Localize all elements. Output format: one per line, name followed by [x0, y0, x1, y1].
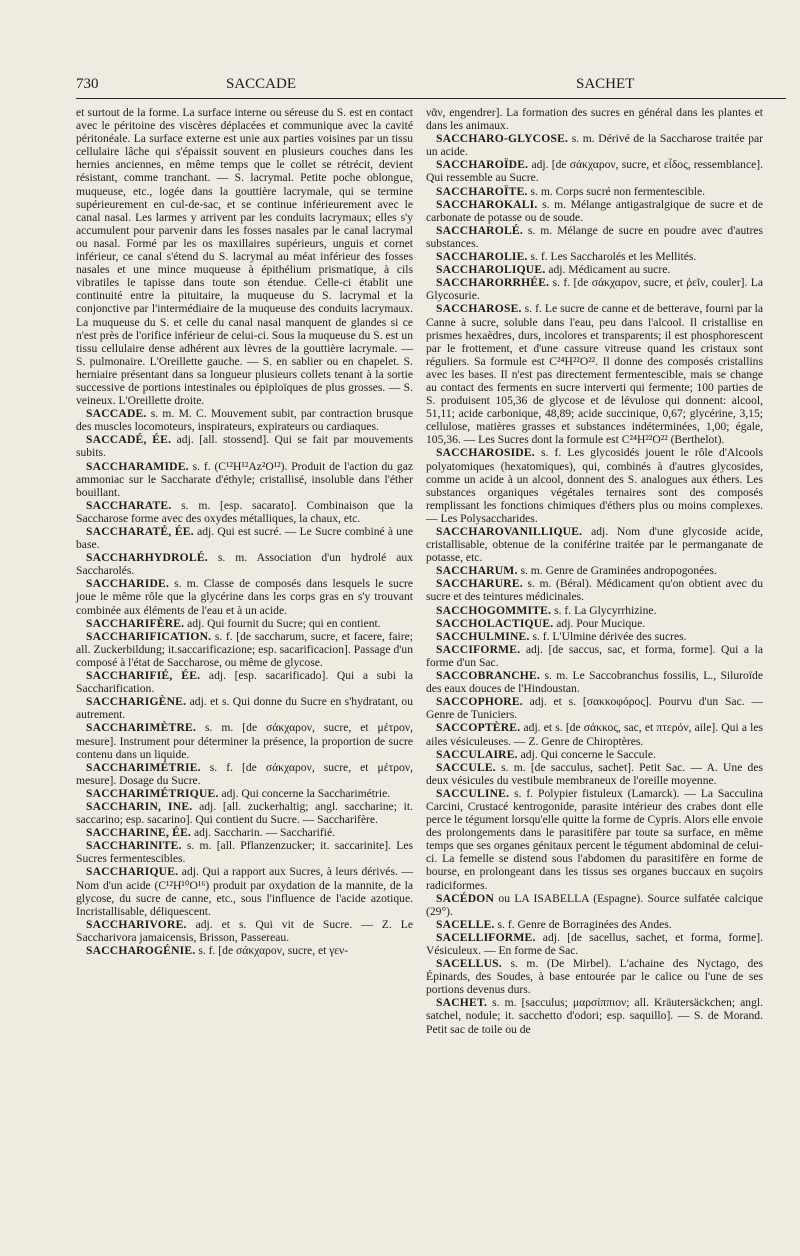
entry-headword: SACCADÉ, ÉE. [86, 433, 172, 447]
dictionary-entry [76, 865, 413, 917]
entry-headword: SACCHAROSIDE. [436, 446, 535, 460]
entry-headword: SACCHAROGÉNIE. [86, 944, 196, 957]
dictionary-entry [426, 931, 763, 957]
dictionary-entry [76, 460, 413, 499]
entry-text: s. f. Genre de Borraginées des Andes. [494, 917, 672, 931]
dictionary-entry [426, 617, 763, 630]
entry-text: s. f. [de σάκχαρον, sucre, et ῥεῖν, couler]. La Glycosurie. [426, 276, 763, 303]
dictionary-entry [426, 263, 763, 276]
dictionary-entry [426, 721, 763, 747]
entry-headword: SACCHOGOMMITE. [436, 603, 552, 617]
dictionary-entry [426, 787, 763, 892]
entry-text: adj. Qui concerne le Saccule. [517, 747, 656, 761]
running-header [76, 76, 786, 99]
dictionary-entry [76, 106, 413, 407]
entry-text: s. f. L'Ulmine dérivée des sucres. [529, 629, 687, 643]
entry-headword: SACCHARURE. [436, 577, 523, 591]
dictionary-entry [76, 525, 413, 551]
entry-text: adj. Pour Mucique. [553, 616, 646, 630]
dictionary-entry [76, 433, 413, 459]
dictionary-entry [426, 643, 763, 669]
dictionary-entry [76, 800, 413, 826]
entry-text: s. m. [sacculus; μαρσίππιον; all. Kräutersäckchen; angl. satchel, nodule; it. sacchetto d'odori; esp. saquillo]. — S. de Morand. Petit sac de toile ou de [426, 996, 763, 1036]
dictionary-entry [426, 577, 763, 603]
entry-text: s. f. [de saccharum, sucre, et facere, faire; all. Zuckerbildung; it.saccarificazione; esp. sacarificacion]. Passage d'un composé à l'état de Saccharose, ou même de glycose. [76, 629, 413, 669]
entry-headword: SACCHAROSE. [436, 302, 522, 316]
dictionary-entry [426, 185, 763, 198]
dictionary-entry [426, 918, 763, 931]
dictionary-entry [426, 761, 763, 787]
entry-headword: SACCHARINE, ÉE. [86, 826, 192, 840]
entry-text: s. m. (Béral). Médicament qu'on obtient avec du sucre et des teintures médicinales. [426, 577, 763, 604]
dictionary-entry [426, 224, 763, 250]
entry-text: s. m. Corps sucré non fermentescible. [527, 184, 706, 198]
left-column [76, 106, 413, 957]
dictionary-entry [426, 250, 763, 263]
entry-text: adj. et s. Qui donne du Sucre en s'hydratant, ou autrement. [76, 695, 413, 722]
entry-headword: SACCHAROLÉ. [436, 223, 523, 237]
entry-headword: SACCOPHORE. [436, 695, 523, 709]
entry-headword: SACCHAROLIE. [436, 250, 528, 264]
entry-headword: SACÉDON [436, 891, 495, 905]
entry-text: s. f. La Glycyrrhizine. [551, 603, 657, 617]
entry-text: νᾶν, engendrer]. La formation des sucres en général dans les plantes et dans les animaux. [426, 106, 763, 133]
entry-text: s. m. [esp. sacarato]. Combinaison que la Saccharose forme avec des oxydes métalliques, la chaux, etc. [76, 498, 413, 525]
dictionary-entry [76, 787, 413, 800]
dictionary-entry [426, 748, 763, 761]
entry-headword: SACCHARIMÉTRIE. [86, 760, 201, 774]
entry-text: s. m. Le Saccobranchus fossilis, L., Siluroïde des eaux douces de l'Hindoustan. [426, 669, 763, 696]
dictionary-entry [76, 695, 413, 721]
entry-text: s. m. Dérivé de la Saccharose traitée par un acide. [426, 132, 763, 159]
entry-text: s. m. [de sacculus, sachet]. Petit Sac. — A. Une des deux vésicules du vestibule membraneux de l'oreille moyenne. [426, 760, 763, 787]
entry-text: s. f. [de σάκχαρον, sucre, et γεν- [195, 944, 349, 957]
dictionary-entry [426, 996, 763, 1035]
entry-text: ou LA ISABELLA (Espagne). Source sulfatée calcique (29°). [426, 891, 763, 918]
entry-text: s. m. Mélange de sucre en poudre avec d'autres substances. [426, 223, 763, 250]
entry-headword: SACCHARHYDROLÉ. [86, 551, 208, 565]
entry-text: adj. [de sacellus, sachet, et forma, forme]. Vésiculeux. — En forme de Sac. [426, 930, 763, 957]
entry-headword: SACCHARIQUE. [86, 865, 179, 879]
entry-text: adj. [all. zuckerhaltig; angl. saccharine; it. saccarino; esp. sacarino]. Qui contient du Sucre. — Saccharifère. [76, 799, 413, 827]
entry-headword: SACCHAROÏTE. [436, 184, 528, 198]
entry-headword: SACCHARIN, INE. [86, 799, 193, 813]
page-number: 730 [76, 76, 99, 92]
entry-text: adj. Qui fournit du Sucre; qui en contient. [184, 616, 381, 630]
dictionary-entry [426, 525, 763, 564]
dictionary-entry [426, 669, 763, 695]
entry-text: adj. Médicament au sucre. [545, 263, 671, 277]
dictionary-entry [76, 761, 413, 787]
entry-headword: SACCHARAMIDE. [86, 459, 189, 473]
entry-headword: SACCHAROLIQUE. [436, 263, 546, 277]
dictionary-entry [426, 630, 763, 643]
dictionary-entry [76, 499, 413, 525]
header-left-word: SACCADE [226, 76, 297, 92]
entry-headword: SACCULAIRE. [436, 747, 518, 761]
entry-text: s. f. [de σάκχαρον, sucre, et μέτρον, mesure]. Dosage du Sucre. [76, 760, 413, 787]
entry-text: adj. [esp. sacarificado]. Qui a subi la Saccharification. [76, 669, 414, 696]
entry-headword: SACCHARIGÈNE. [86, 695, 187, 709]
entry-text: adj. Qui a rapport aux Sucres, à leurs dérivés. — Nom d'un acide (C¹²H¹⁰O¹⁶) produit par oxydation de la mannite, de la glycose, du sucre de canne, etc., sous l'influence de l'acide azotique. Incristallisable, déliquescent. [76, 865, 413, 918]
entry-text: s. m. Genre de Graminées andropogonées. [517, 564, 717, 578]
dictionary-entry [76, 407, 413, 433]
entry-text: s. m. Association d'un hydrolé aux Saccharolés. [76, 551, 413, 578]
dictionary-entry [76, 839, 413, 865]
entry-headword: SACCULE. [436, 760, 496, 774]
dictionary-entry [76, 721, 413, 760]
entry-headword: SACCHULMINE. [436, 629, 530, 643]
entry-headword: SACCHAROÏDE. [436, 158, 529, 172]
dictionary-entry [426, 132, 763, 158]
entry-headword: SACCHARIFIÉ, ÉE. [86, 669, 201, 683]
entry-text: adj. Saccharin. — Saccharifié. [191, 826, 336, 840]
dictionary-entry [426, 957, 763, 996]
entry-text: s. f. Polypier fistuleux (Lamarck). — La Sacculina Carcini, Crustacé kentrogonide, parasite intérieur des crabes dont elle perce le tégument lorsqu'elle quitte la forme de Cypris. Alors elle envoie des prolongements dans le parasitifère par toute sa surface, en même temps que ses organes génitaux percent le tégument abdominal de celui-ci. La femelle se distend sous l'abdomen du parasitifère en forme de bourse, en prolongeant dans les tissus ses organes buccaux en suçoirs radiciformes. [426, 786, 763, 892]
dictionary-entry [76, 918, 413, 944]
dictionary-entry [76, 944, 413, 957]
entry-text: adj. et s. Qui vit de Sucre. — Z. Le Saccharivora jamaicensis, Brisson, Passereau. [76, 917, 413, 944]
entry-headword: SACCHARIDE. [86, 577, 170, 591]
dictionary-entry [76, 577, 413, 616]
entry-text: s. m. [all. Pflanzenzucker; it. saccarinite]. Les Sucres fermentescibles. [76, 839, 413, 866]
entry-text: et surtout de la forme. La surface interne ou séreuse du S. est en contact avec le péritoine des viscères déplacées et communique avec la cavité péritonéale. La surface externe est unie aux parties voisines par un tissu cellulaire lâche qui s'épaissit souvent en plusieurs couches dans les hernies anciennes, en même temps que le collet se rétrécit, devient résistant, comme tranchant. — S. lacrymal. Petite poche oblongue, muqueuse, etc., logée dans la gouttière lacrymale, qui se termine supérieurement en cul-de-sac, et se continue inférieurement avec le canal nasal. Les larmes y arrivent par les conduits lacrymaux; elles s'y accumulent pour parvenir dans les fosses nasales par le canal lacrymal ou nasal. Formé par les os maxillaires supérieurs, unguis et cornet inférieur, ce canal s'étend du S. lacrymal au méat inférieur des fosses nasales et une mince muqueuse à épithélium prismatique, à cils vibratiles le tapisse dans toute son étendue. Celle-ci établit une continuité entre la pituitaire, la muqueuse du S. lacrymal et la conjonctive par l'intermédiaire de la muqueuse des conduits lacrymaux. La muqueuse du S. et celle du canal nasal manquent de glandes si ce n'est près de l'orifice inférieur de celui-ci. Sous la muqueuse du S. est un tissu cellulaire dense adhérent aux lèvres de la gouttière lacrymale. — S. pulmonaire. L'Oreillette gauche. — S. en sablier ou en chapelet. S. herniaire présentant dans sa longueur plusieurs collets tenant à la sortie successive de portions intestinales ou épiploïques de plus grosses. — S. veineux. L'Oreillette droite. [76, 106, 413, 408]
dictionary-entry [76, 826, 413, 839]
dictionary-entry [76, 669, 413, 695]
entry-headword: SACCHARUM. [436, 564, 518, 578]
entry-text: adj. [de saccus, sac, et forma, forme]. Qui a la forme d'un Sac. [426, 642, 763, 669]
entry-headword: SACCIFORME. [436, 642, 521, 656]
header-right-word: SACHET [576, 76, 635, 92]
entry-text: s. m. M. C. Mouvement subit, par contraction brusque des muscles locomoteurs, inspirateurs, expirateurs ou cardiaques. [76, 407, 413, 434]
entry-text: adj. [all. stossend]. Qui se fait par mouvements subits. [76, 433, 413, 460]
entry-headword: SACELLUS. [436, 957, 502, 971]
entry-headword: SACCHOLACTIQUE. [436, 616, 554, 630]
entry-text: adj. Nom d'une glycoside acide, cristallisable, obtenue de la coniférine traitée par le permanganate de potasse, etc. [426, 525, 763, 565]
entry-text: s. f. Les Saccharolés et les Mellités. [527, 250, 697, 264]
entry-headword: SACCHAROKALI. [436, 197, 538, 211]
entry-headword: SACCHARATÉ, ÉE. [86, 525, 194, 538]
entry-headword: SACCHARO-GLYCOSE. [436, 132, 569, 146]
entry-text: s. f. Le sucre de canne et de betterave, fourni par la Canne à sucre, soluble dans l'eau, peu dans l'alcool. Il cristallise en prismes hexaèdres, durs, incolores et transparents; il est phosphorescent par le frottement, et d'une cassure vitreuse quand les cristaux sont réguliers. Sa formule est C²⁴H²²O²². Il donne des composés cristallins avec les bases. Il n'est pas directement fermentescible, mais se change au contact des ferments en sucre interverti qui fermente; 100 parties de S. produisent 105,36 de glycose et de lévulose qui donnent: alcool, 51,11; acide carbonique, 48,89; acide succinique, 0,67; glycérine, 3,15; cellulose, matières grasses et substances indéterminées, 1,00; égale, 105,36. — Les Sucres dont la formule est C²⁴H²²O²² (Berthelot). [426, 302, 763, 447]
dictionary-entry [426, 158, 763, 184]
entry-text: s. m. (De Mirbel). L'achaine des Nyctago, des Épinards, des Soudes, à base entourée par le calice ou l'une de ses portions devenus durs. [426, 957, 763, 997]
entry-headword: SACCHARIFÈRE. [86, 616, 185, 630]
entry-text: adj. et s. [σακκοφόρος]. Pourvu d'un Sac. — Genre de Tuniciers. [426, 695, 763, 722]
dictionary-entry [76, 551, 413, 577]
entry-headword: SACELLE. [436, 917, 495, 931]
dictionary-entry [76, 617, 413, 630]
dictionary-entry [76, 630, 413, 669]
dictionary-entry [426, 695, 763, 721]
entry-text: adj. [de σάκχαρον, sucre, et εἶδος, ressemblance]. Qui ressemble au Sucre. [426, 158, 763, 185]
entry-text: s. m. Classe de composés dans lesquels le sucre joue le même rôle que la glycérine dans les corps gras en s'y trouvant combinée aux éléments de l'eau et à un acide. [76, 577, 413, 617]
entry-headword: SACCHARORRHÉE. [436, 276, 550, 290]
entry-headword: SACCHARIMÈTRE. [86, 721, 197, 735]
entry-headword: SACCHAROVANILLIQUE. [436, 525, 583, 538]
dictionary-entry [426, 564, 763, 577]
entry-text: s. f. Les glycosidés jouent le rôle d'Alcools polyatomiques (hexatomiques), qui, combinés à d'autres glycosides, comme un acide à un alcool, donnent des S. analogues aux éthers. Les substances organiques végétales ternaires sont des composés remplissant les fonctions chimiques d'éthers plus ou moins complexes. — Les Polysaccharides. [426, 446, 763, 525]
entry-headword: SACCOPTÈRE. [436, 721, 521, 735]
dictionary-entry [426, 276, 763, 302]
dictionary-entry [426, 106, 763, 132]
entry-text: adj. Qui concerne la Saccharimétrie. [218, 786, 391, 800]
entry-headword: SACELLIFORME. [436, 930, 536, 944]
dictionary-entry [426, 446, 763, 525]
entry-text: adj. Qui est sucré. — Le Sucre combiné à une base. [76, 525, 414, 552]
entry-headword: SACCHARIVORE. [86, 917, 187, 931]
entry-text: s. m. Mélange antigastralgique de sucre et de carbonate de potasse ou de soude. [426, 197, 763, 224]
dictionary-entry [426, 892, 763, 918]
entry-text: s. m. [de σάκχαρον, sucre, et μέτρον, mesure]. Instrument pour déterminer la présence, la proportion de sucre contenu dans un liquide. [76, 721, 413, 761]
entry-headword: SACHET. [436, 996, 488, 1010]
entry-headword: SACCHARIMÉTRIQUE. [86, 786, 219, 800]
entry-headword: SACCULINE. [436, 786, 510, 800]
entry-headword: SACCOBRANCHE. [436, 669, 541, 683]
entry-headword: SACCHARATE. [86, 498, 172, 512]
entry-text: adj. et s. [de σάκκος, sac, et πτερόν, aile]. Qui a les ailes vésiculeuses. — Z. Genre de Chiroptères. [426, 721, 763, 748]
entry-headword: SACCHARINITE. [86, 839, 182, 853]
entry-headword: SACCADE. [86, 407, 147, 421]
dictionary-entry [426, 604, 763, 617]
entry-text: s. f. (C¹²H¹²Az²O¹²). Produit de l'action du gaz ammoniac sur le Saccharate d'éthyle; cristallisé, insoluble dans l'éther bouillant. [76, 459, 413, 499]
right-column [426, 106, 763, 1036]
entry-headword: SACCHARIFICATION. [86, 629, 212, 643]
dictionary-entry [426, 302, 763, 446]
dictionary-entry [426, 198, 763, 224]
